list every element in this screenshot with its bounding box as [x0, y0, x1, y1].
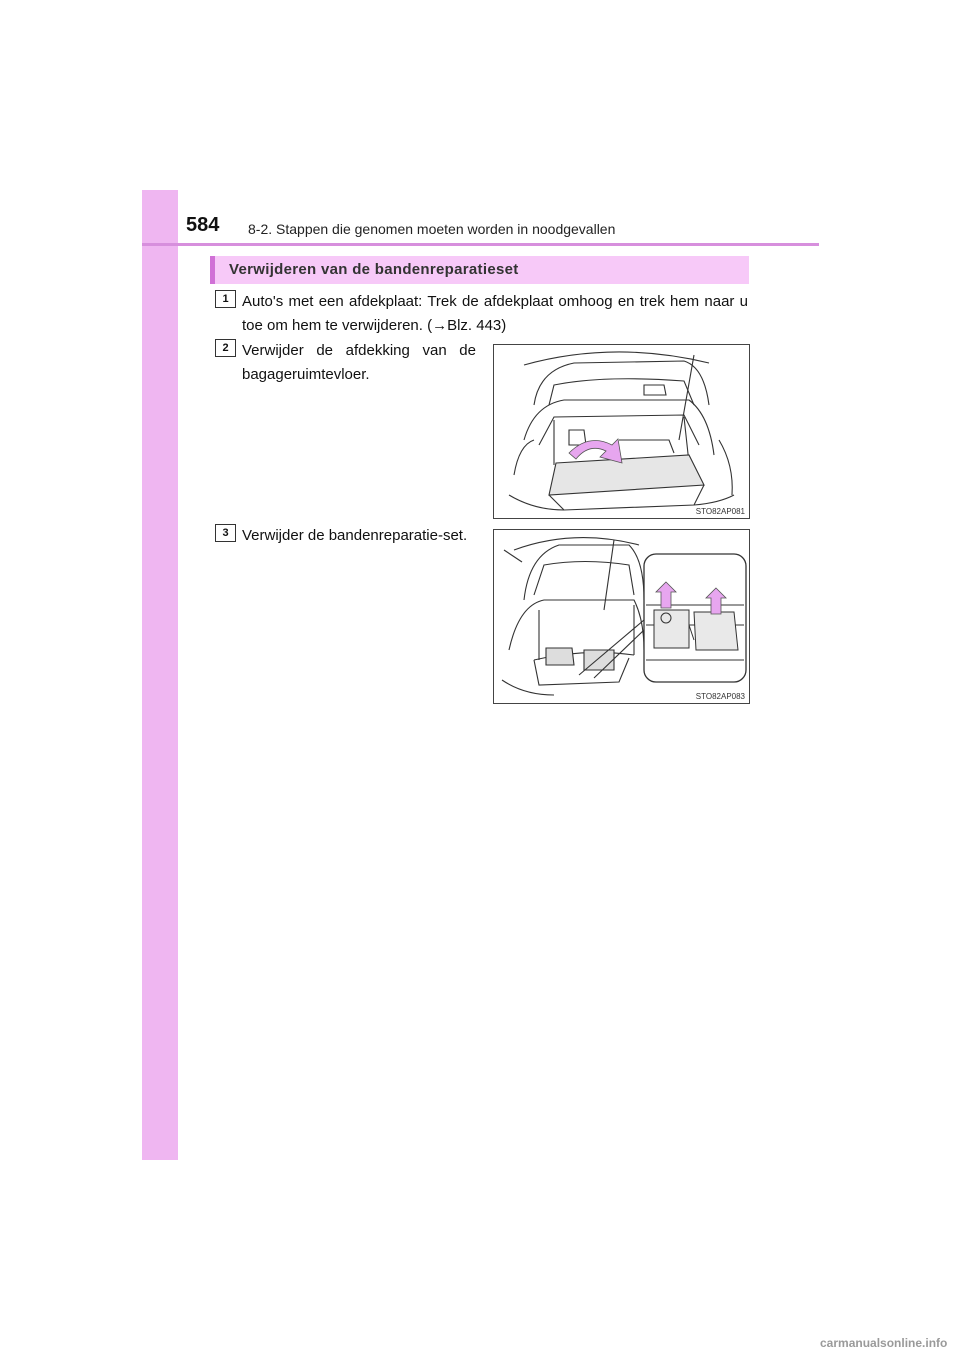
section-title: Verwijderen van de bandenreparatieset [229, 261, 519, 278]
figure-luggage-floor [493, 344, 750, 519]
illustration-repair-kit [494, 530, 749, 703]
lift-arrow [569, 439, 622, 463]
figure-code: STO82AP083 [695, 692, 745, 701]
step-text-1: Auto's met een afdekplaat: Trek de afdekplaat omhoog en trek hem naar u toe om hem te verwijderen. (→Blz. 443) [242, 293, 748, 334]
step-text-3: Verwijder de bandenreparatie-set. [242, 527, 468, 544]
step-text-2: Verwijder de afdekking van de bagageruimtevloer. [242, 342, 476, 383]
illustration-trunk-open [494, 345, 749, 518]
step-number-2: 2 [215, 339, 236, 357]
step-number-3: 3 [215, 524, 236, 542]
chapter-title: 8-2. Stappen die genomen moeten worden in noodgevallen [248, 221, 616, 237]
step-number-1: 1 [215, 290, 236, 308]
side-tab-band [142, 190, 178, 1160]
figure-repair-kit [493, 529, 750, 704]
page-number: 584 [186, 214, 220, 236]
section-header [210, 256, 749, 284]
watermark: carmanualsonline.info [820, 1336, 948, 1350]
figure-code: STO82AP081 [695, 507, 745, 516]
header-rule [142, 243, 819, 246]
